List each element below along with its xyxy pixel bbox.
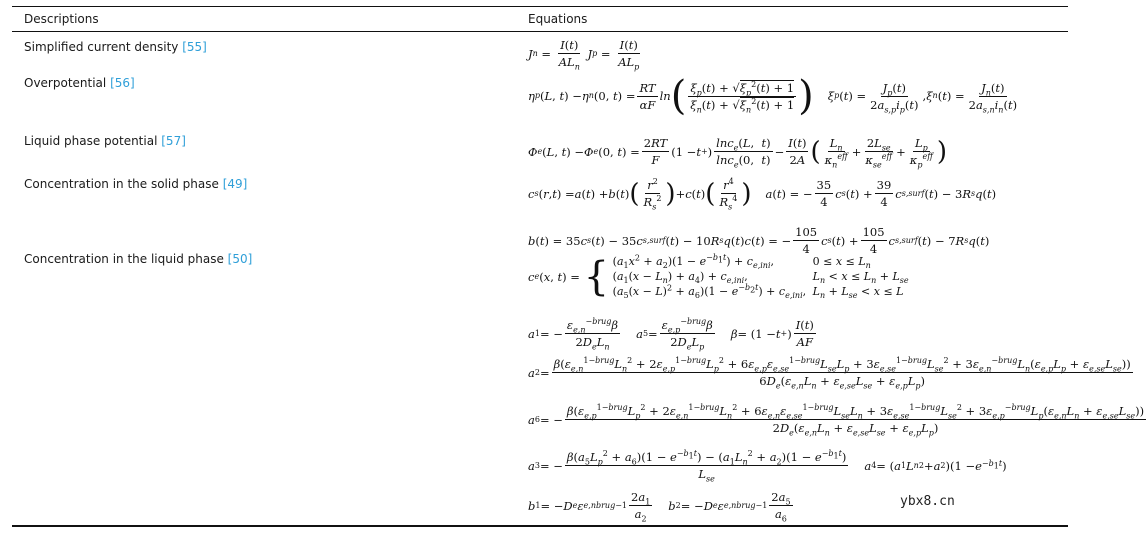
citation-link[interactable]: [50]	[227, 252, 253, 266]
row-desc-overpotential	[24, 76, 135, 90]
equation-solid-concentration-2: b ( t ) = 35 c s ( t ) − 35 c s,surf ( t ) − 10 R s q ( t ) c ( t ) = − $\frac{105}{4}$ c s ( t ) + $\frac{105}{4}$ c s,surf ( t ) − 7 R s q ( t )	[528, 225, 990, 256]
watermark-text: ybx8.cn	[900, 494, 955, 509]
table-header-rule	[12, 31, 1068, 32]
citation-link[interactable]: [57]	[161, 134, 186, 148]
row-label: Liquid phase potential	[24, 134, 158, 148]
row-label: Concentration in the liquid phase	[24, 252, 224, 266]
equation-overpotential: η p ( L , t ) − η n (0, t ) = $\frac{RT}{\alpha F}$ ln ( $\frac{\xi_p(t) + √\xi_p^2(t) + 1}{\xi_n(t) + √\xi_n^2(t) + 1}$ ) ξ p ( t ) = $\frac{J_p(t)}{2a_{s,p}i_p(t)}$ , ξ n ( t ) = $\frac{J_n(t)}{2a_{s,n}i_n(t)}$	[528, 73, 1018, 119]
row-label: Concentration in the solid phase	[24, 177, 219, 191]
equation-liquid-concentration: c e ( x , t ) = { $(a_1x^2 + a_2)(1 - e^{-b_1t}) + c_{e,ini}$, $0 \le x \le L_n$ $(a_1(x - L_n) + a_4) + c_{e,ini}$, $L_n < x \le L_n + L_{se}$ $(a_5(x - L)^2 + a_6)(1 - e^{-b_2t}) + c_{e,ini}$, $L_n + L_{se} < x \le L$	[528, 253, 909, 301]
equation-liquid-potential: Φ e ( L , t ) − Φ e (0, t ) = $\frac{2RT}{F}$ (1 − t + ) $\frac{\ln c_e(L, t)}{\ln c_e(0, t)}$ − $\frac{I(t)}{2A}$ ( $\frac{L_n}{\kappa_n^{eff}}$ + $\frac{2L_{se}}{\kappa_{se}^{eff}}$ + $\frac{L_p}{\kappa_p^{eff}}$ )	[528, 136, 948, 170]
header-equations: Equations	[528, 12, 588, 26]
row-desc-liquid-concentration	[24, 252, 252, 266]
table-top-rule	[12, 6, 1068, 7]
equation-a1-a5-beta: a 1 = − $\frac{\varepsilon_{e,n}^{-brug}\beta}{2D_eL_n}$ a 5 = $\frac{\varepsilon_{e,p}^{-brug}\beta}{2D_eL_p}$ β = (1 − t + ) $\frac{I(t)}{AF}$	[528, 317, 814, 352]
citation-link[interactable]: [55]	[182, 40, 207, 54]
equation-current-density: J n = $\frac{I(t)}{AL_n}$ J p = $\frac{I(t)}{AL_p}$	[528, 38, 640, 72]
equation-a2: a 2 = $\beta(\varepsilon_{e,n}^{1-brug}L_n^2 + 2\varepsilon_{e,p}^{1-brug}L_p^2 + 6\varepsilon_{e,p}\varepsilon_{e,se}^{1-brug}L_{se}L_p + 3\varepsilon_{e,se}^{1-brug}L_{se}^2 + 3\varepsilon_{e,n}^{-brug}L_n(\varepsilon_{e,p}L_p + \varepsilon_{e,se}L_{se}))$ $6D_e(\varepsilon_{e,n}L_n + \varepsilon_{e,se}L_{se} + \varepsilon_{e,p}L_p)$	[528, 356, 1131, 391]
row-label: Overpotential	[24, 76, 107, 90]
row-desc-solid-concentration	[24, 177, 247, 191]
equation-solid-concentration-1: c s ( r , t ) = a ( t ) + b ( t ) ( $\frac{r^2}{R_s^2}$ ) + c ( t ) ( $\frac{r^4}{R_s^4}$ ) a ( t ) = − $\frac{35}{4}$ c s ( t ) + $\frac{39}{4}$ c s,surf ( t ) − 3 R s q ( t )	[528, 177, 997, 212]
table-bottom-rule	[12, 525, 1068, 527]
row-label: Simplified current density	[24, 40, 179, 54]
row-desc-liquid-potential	[24, 134, 186, 148]
citation-link[interactable]: [49]	[222, 177, 248, 191]
row-desc-current-density	[24, 40, 207, 54]
equation-a6: a 6 = − $\beta(\varepsilon_{e,p}^{1-brug}L_p^2 + 2\varepsilon_{e,n}^{1-brug}L_n^2 + 6\varepsilon_{e,n}\varepsilon_{e,se}^{1-brug}L_{se}L_n + 3\varepsilon_{e,se}^{1-brug}L_{se}^2 + 3\varepsilon_{e,p}^{-brug}L_p(\varepsilon_{e,n}L_n + \varepsilon_{e,se}L_{se}))$ $2D_e(\varepsilon_{e,n}L_n + \varepsilon_{e,se}L_{se} + \varepsilon_{e,p}L_p)$	[528, 403, 1145, 438]
equation-b1-b2: b 1 = − D e ε e,n brug−1 $\frac{2a_1}{a_2}$ b 2 = − D e ε e,n brug−1 $\frac{2a_5}{a_6}$	[528, 490, 791, 524]
equation-a3-a4: a 3 = − $\frac{\beta(a_5L_p^2 + a_6)(1 - e^{-b_1t}) - (a_1L_n^2 + a_2)(1 - e^{-b_1t})}{L_{se}}$ a 4 = ( a 1 L n 2 + a 2 )(1 − e $-b_1t$ )	[528, 449, 1007, 484]
header-descriptions: Descriptions	[24, 12, 99, 26]
citation-link[interactable]: [56]	[110, 76, 135, 90]
